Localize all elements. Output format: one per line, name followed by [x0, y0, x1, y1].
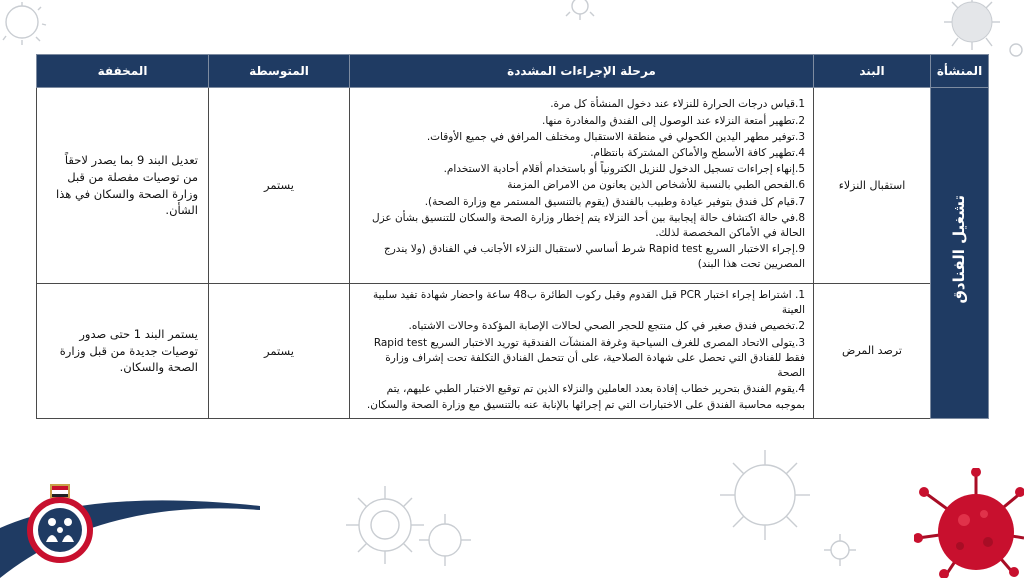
light-phase-cell: يستمر البند 1 حتى صدور توصيات جديدة من قبل وزارة الصحة والسكان.	[37, 284, 209, 419]
procedure-item: 3.توفير مطهر الیدین الكحولي في منطقة الاستقبال ومختلف المرافق في جمیع الأوقات.	[426, 130, 805, 143]
procedure-item: 4.يقوم الفندق بتحرير خطاب إفادة بعدد العاملين والنزلاء الذين تم توقيع الاختبار الطبي عليهم، يتم بموجبه محاسبة الفندق على الاختبارات التي تم إجرائها بالإنابة عنه بالتنسيق مع وزارة الصحة والسكان.	[366, 383, 805, 411]
red-virus-icon	[914, 468, 1024, 578]
item-cell: استقبال النزلاء	[814, 88, 931, 284]
virus-decoration-bottom-mid-icon	[410, 500, 480, 578]
header-light-phase: المخففة	[37, 55, 209, 88]
virus-decoration-top-right-icon	[920, 0, 1024, 62]
light-phase-cell: تعديل البند 9 بما يصدر لاحقاً من توصيات مفصلة من قبل وزارة الصحة والسكان في هذا الشأن.	[37, 88, 209, 284]
header-strict-phase: مرحلة الإجراءات المشددة	[350, 55, 814, 88]
facility-cell	[931, 88, 989, 419]
procedure-item: 9.إجراء الاختبار السریع Rapid test شرط أساسي لاستقبال النزلاء الأجانب في الفنادق (ولا يندرج المصريين تحت هذا البند)	[383, 243, 805, 271]
header-medium-phase: المتوسطة	[209, 55, 350, 88]
procedures-list	[358, 288, 805, 413]
procedure-item: 7.قیام كل فندق بتوفیر عیادة وطبیب بالفندق (یقوم بالتنسیق المستمر مع وزارة الصحة).	[424, 195, 805, 208]
header-facility: المنشأة	[931, 55, 989, 88]
procedure-item: 1.قياس درجات الحرارة للنزلاء عند دخول المنشأة كل مرة.	[550, 98, 805, 111]
procedures-cell	[350, 284, 814, 419]
procedure-item: 1. اشتراط إجراء اختبار PCR قبل القدوم وقبل ركوب الطائرة ب48 ساعة واحضار شهادة تفيد سلبية العينة	[372, 289, 805, 317]
table-row	[37, 284, 989, 419]
table-header-row	[37, 55, 989, 88]
procedure-item: 3.يتولى الاتحاد المصرى للغرف السياحية وغرفة المنشآت الفندقية توريد الاختبار السريع Rapid test فقط للفنادق التي تحصل على شهادة الصلاحية، على أن تتحمل الفنادق التكلفة تحت إشراف وزارة الصحة	[373, 336, 805, 380]
medium-phase-cell: يستمر	[209, 88, 350, 284]
procedure-item: 8.في حالة اكتشاف حالة إیجابیة بین أحد النزلاء یتم إخطار وزارة الصحة والسكان للتنسیق بشأن عزل الحالة في الأماكن المخصصة لذلك.	[371, 211, 805, 240]
procedure-item: 2.تخصیص فندق صغیر في كل منتجع للحجر الصحي لحالات الإصابة المؤكدة وحالات الاشتباه.	[408, 320, 805, 333]
ministry-logo	[26, 484, 94, 568]
table-row	[37, 88, 989, 284]
procedures-cell	[350, 88, 814, 284]
procedure-item: 4.تطهیر كافة الأسطح والأماكن المشتركة بانتظام.	[590, 146, 805, 159]
header-item: البند	[814, 55, 931, 88]
procedure-item: 2.تطهير أمتعة النزلاء عند الوصول إلى الفندق والمغادرة منها.	[542, 114, 805, 127]
virus-decoration-bottom-right-gray-icon	[700, 440, 830, 550]
procedure-item: 5.إنهاء إجراءات تسجیل الدخول للنزیل الكترونیاً أو باستخدام أقلام أحادیة الاستخدام.	[443, 163, 805, 176]
virus-decoration-top-left-icon	[0, 0, 70, 58]
ministry-logo-emblem-icon	[26, 484, 94, 568]
facility-label: تشغيل الفنادق	[949, 195, 968, 304]
virus-decoration-top-center-icon	[560, 0, 600, 24]
procedures-list	[358, 97, 805, 272]
hotel-procedures-table	[36, 54, 988, 419]
virus-decoration-bottom-small-icon	[820, 530, 860, 570]
medium-phase-cell: يستمر	[209, 284, 350, 419]
item-cell: ترصد المرض	[814, 284, 931, 419]
procedure-item: 6.الفحص الطبي بالنسبة للأشخاص الذین یعانون من الامراض المزمنة	[507, 179, 805, 192]
